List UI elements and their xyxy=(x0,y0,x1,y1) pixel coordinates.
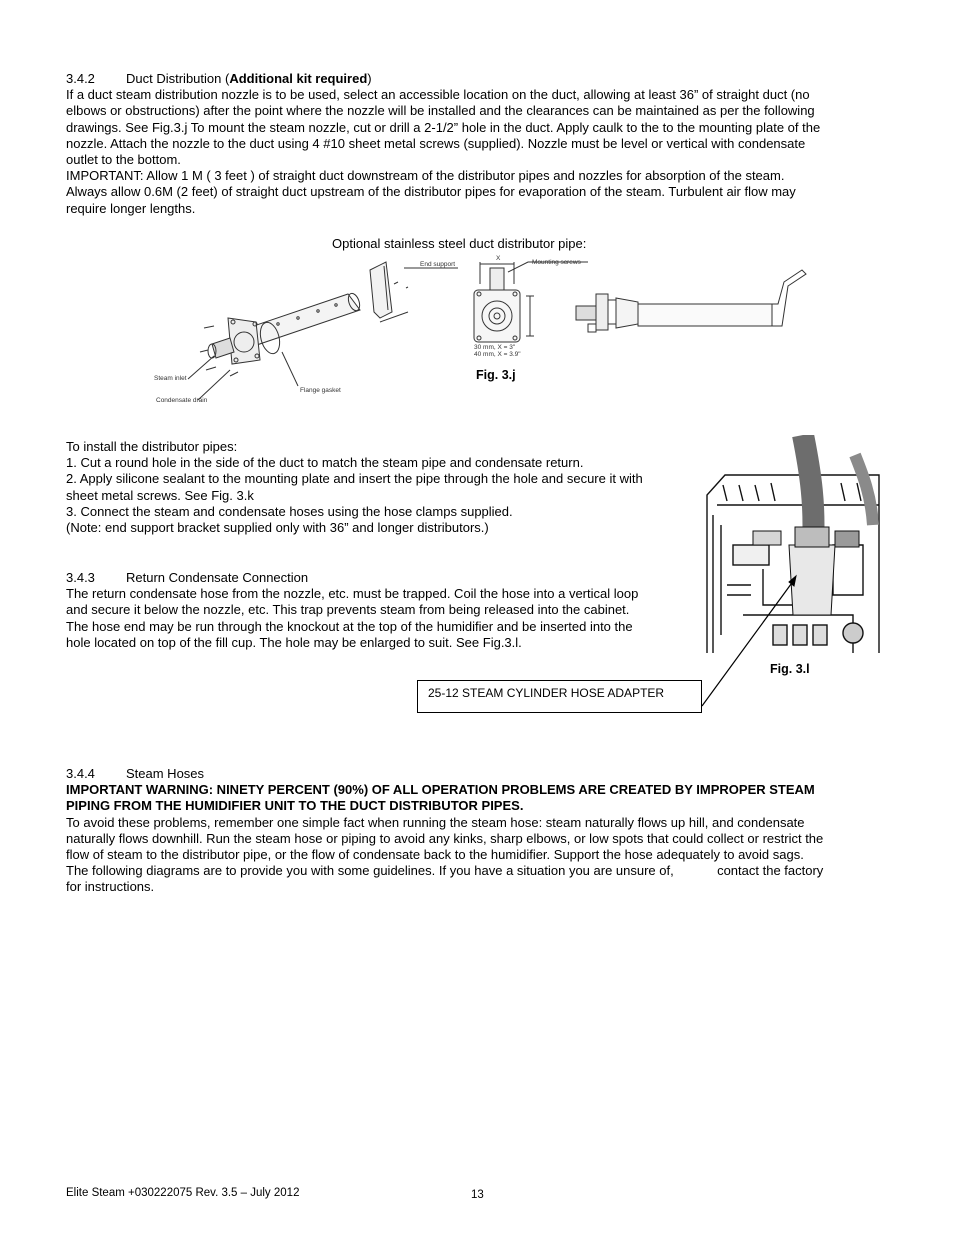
body-line: To install the distributor pipes: xyxy=(66,439,238,454)
mounting-screws-label: Mounting screws xyxy=(532,259,581,266)
body-line: outlet to the bottom. xyxy=(66,152,181,168)
body-line: elbows or obstructions) after the point where the nozzle will be installed and the clearances can be maintained as per the following xyxy=(66,103,815,119)
heading-text: Duct Distribution ( xyxy=(126,71,230,86)
body-line: hole located on top of the fill cup. The hole may be enlarged to suit. See Fig.3.l. xyxy=(66,634,522,650)
figure-label-3l: Fig. 3.l xyxy=(770,662,810,676)
heading-text-end: ) xyxy=(367,71,372,86)
section-heading xyxy=(66,766,906,782)
callout-arrow xyxy=(690,570,810,710)
body-line: flow of steam to the distributor pipe, or the flow of condensate back to the humidifier. Support the hose adequately to avoid sags. xyxy=(66,847,804,863)
page-number: 13 xyxy=(471,1189,484,1201)
figure-caption: Optional stainless steel duct distributor pipe: xyxy=(332,236,587,251)
end-support-label: End support xyxy=(420,261,456,268)
body-line: To avoid these problems, remember one simple fact when running the steam hose: steam naturally flows up hill, and condensate xyxy=(66,814,805,830)
section-number: 3.4.3 xyxy=(66,570,95,585)
heading-text: Return Condensate Connection xyxy=(126,570,309,585)
dimension-label-2: 40 mm, X = 3.9" xyxy=(474,351,521,358)
body-line: The following diagrams are to provide you with some guidelines. If you have a situation you are unsure of, contact the factory xyxy=(66,863,824,879)
section-heading xyxy=(66,570,706,586)
figure-label-3j: Fig. 3.j xyxy=(476,368,516,382)
section-3-4-4 xyxy=(66,766,906,896)
warning-line: IMPORTANT WARNING: NINETY PERCENT (90%) OF ALL OPERATION PROBLEMS ARE CREATED BY IMPROPER STEAM xyxy=(66,782,815,798)
dimension-x-label: X xyxy=(496,255,501,262)
body-line: drawings. See Fig.3.j To mount the steam nozzle, cut or drill a 2-1/2” hole in the duct. Apply caulk to the to the mounting plate of the xyxy=(66,119,821,135)
body-line: and secure it below the nozzle, etc. This trap prevents steam from being released into the cabinet. xyxy=(66,602,630,618)
body-line: nozzle. Attach the nozzle to the duct using 4 #10 sheet metal screws (supplied). Nozzle must be level or vertical with condensate xyxy=(66,135,806,151)
condensate-drain-label: Condensate drain xyxy=(156,397,208,404)
body-line: require longer lengths. xyxy=(66,200,196,216)
footer-document-id: Elite Steam +030222075 Rev. 3.5 – July 2012 xyxy=(66,1187,300,1199)
distributor-pipe-drawing xyxy=(148,252,810,410)
section-heading xyxy=(66,71,896,87)
body-line: 1. Cut a round hole in the side of the duct to match the steam pipe and condensate return. xyxy=(66,455,584,471)
body-line: If a duct steam distribution nozzle is to be used, select an accessible location on the duct, allowing at least 36” of straight duct (no xyxy=(66,87,810,103)
section-number: 3.4.2 xyxy=(66,71,95,86)
body-line: for instructions. xyxy=(66,879,155,895)
section-3-4-2 xyxy=(66,71,896,217)
heading-text: Steam Hoses xyxy=(126,766,205,781)
body-line: 3. Connect the steam and condensate hoses using the hose clamps supplied. xyxy=(66,503,513,519)
steam-inlet-label: Steam inlet xyxy=(154,375,187,382)
body-line: IMPORTANT: Allow 1 M ( 3 feet ) of straight duct downstream of the distributor pipes and nozzles for absorption of the steam. xyxy=(66,168,785,184)
install-instructions xyxy=(66,439,706,536)
body-line: sheet metal screws. See Fig. 3.k xyxy=(66,487,254,503)
body-line: The hose end may be run through the knockout at the top of the humidifier and be inserted into the xyxy=(66,618,633,634)
body-line: The return condensate hose from the nozzle, etc. must be trapped. Coil the hose into a vertical loop xyxy=(66,586,639,602)
flange-gasket-label: Flange gasket xyxy=(300,387,341,394)
section-3-4-3 xyxy=(66,570,706,651)
body-line: (Note: end support bracket supplied only with 36” and longer distributors.) xyxy=(66,520,489,536)
body-line: Always allow 0.6M (2 feet) of straight duct upstream of the distributor pipes for evaporation of the steam. Turbulent air flow may xyxy=(66,184,796,200)
body-line: 2. Apply silicone sealant to the mounting plate and insert the pipe through the hole and secure it with xyxy=(66,471,643,487)
dimension-label-1: 30 mm, X = 3" xyxy=(474,344,516,351)
warning-line: PIPING FROM THE HUMIDIFIER UNIT TO THE DUCT DISTRIBUTOR PIPES. xyxy=(66,798,524,814)
heading-bold-text: Additional kit required xyxy=(229,71,368,86)
body-line: naturally flows downhill. Run the steam hose or piping to avoid any kinks, sharp elbows, or low spots that could collect or restrict the xyxy=(66,830,824,846)
section-number: 3.4.4 xyxy=(66,766,95,781)
callout-box: 25-12 STEAM CYLINDER HOSE ADAPTER xyxy=(417,680,702,713)
